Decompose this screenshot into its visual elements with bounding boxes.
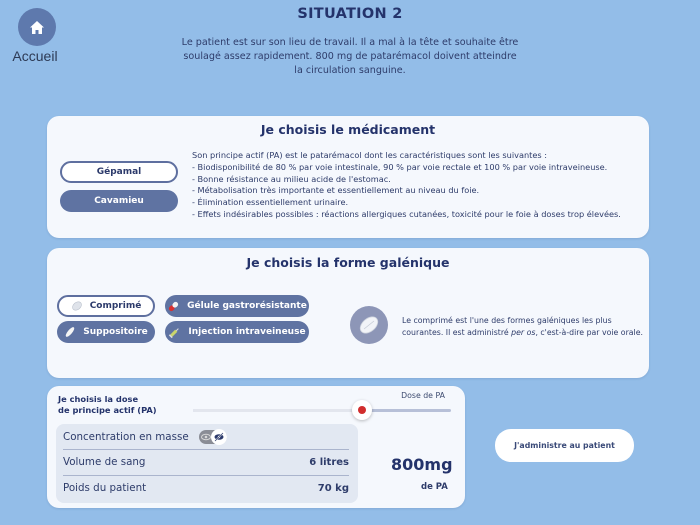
dose-slider-fill <box>193 409 363 412</box>
eye-slash-icon <box>213 431 225 443</box>
option-label: Injection intraveineuse <box>188 327 306 337</box>
description-line: - Bonne résistance au milieu acide de l'estomac. <box>192 173 391 184</box>
dose-value: 800mg <box>391 455 453 474</box>
medicament-option-gepamal[interactable] <box>60 161 178 183</box>
situation-intro: Le patient est sur son lieu de travail. Il a mal à la tête et souhaite être soulagé assez rapidement. 800 mg de patarémacol doivent atteindre la circulation sanguine. <box>181 37 519 76</box>
dose-label <box>58 394 157 416</box>
capsule-icon <box>167 300 180 313</box>
option-label: Suppositoire <box>83 327 148 337</box>
home-label[interactable]: Accueil <box>12 48 58 64</box>
medicament-option-cavamieu[interactable] <box>60 190 178 212</box>
dose-card <box>47 386 465 508</box>
description-line: - Métabolisation très importante et essentiellement au niveau du foie. <box>192 185 480 196</box>
forme-description <box>402 315 652 339</box>
row-label: Volume de sang <box>63 456 146 468</box>
slider-caption: Dose de PA <box>401 391 445 400</box>
description-line: - Biodisponibilité de 80 % par voie intestinale, 90 % par voie rectale et 100 % par voie intraveineuse. <box>192 161 608 172</box>
toggle-knob <box>211 429 227 445</box>
syringe-icon <box>168 326 181 339</box>
dose-unit: de PA <box>421 482 448 492</box>
row-label: Concentration en masse <box>63 431 189 443</box>
dose-label-line: de principe actif (PA) <box>58 405 157 415</box>
forme-option-comprime[interactable] <box>57 295 155 317</box>
slider-thumb-dot <box>358 406 366 414</box>
forme-option-suppositoire[interactable] <box>57 321 155 343</box>
forme-title: Je choisis la forme galénique <box>246 255 450 270</box>
selected-form-badge <box>350 306 388 344</box>
concentration-visibility-toggle[interactable] <box>199 430 227 444</box>
row-value: 6 litres <box>309 456 349 468</box>
option-label: Comprimé <box>89 301 142 311</box>
row-volume-sang <box>63 450 349 474</box>
row-value: 70 kg <box>317 482 349 494</box>
dose-slider-track[interactable] <box>193 409 451 412</box>
medicament-description <box>192 150 637 221</box>
forme-option-gelule[interactable] <box>165 295 309 317</box>
option-label: Gélule gastrorésistante <box>187 301 307 311</box>
description-italic: per os <box>511 328 536 337</box>
description-text: Le comprimé est l'une des formes galéniques les plus courantes. Il est administré <box>402 316 612 337</box>
row-poids-patient <box>63 476 349 500</box>
tablet-icon <box>71 300 83 312</box>
suppository-icon <box>64 326 76 338</box>
forme-card <box>47 248 649 378</box>
dose-label-line: Je choisis la dose <box>58 394 139 404</box>
description-line: - Élimination essentiellement urinaire. <box>192 197 349 208</box>
medicament-title: Je choisis le médicament <box>260 122 436 137</box>
description-intro: Son principe actif (PA) est le patarémacol dont les caractéristiques sont les suivantes : <box>192 150 548 160</box>
description-text: , c'est-à-dire par voie orale. <box>535 328 644 337</box>
medicament-card <box>47 116 649 238</box>
administer-label: J'administre au patient <box>514 441 615 450</box>
forme-option-injection[interactable] <box>165 321 309 343</box>
parameters-panel <box>56 424 358 503</box>
row-label: Poids du patient <box>63 482 147 494</box>
administer-button[interactable] <box>495 429 634 462</box>
option-label: Cavamieu <box>94 196 144 206</box>
description-line: - Effets indésirables possibles : réactions allergiques cutanées, toxicité pour le foie à doses trop élevées. <box>192 208 621 219</box>
page-title: SITUATION 2 <box>297 6 403 22</box>
tablet-icon <box>357 313 381 337</box>
dose-slider-thumb[interactable] <box>352 400 372 420</box>
option-label: Gépamal <box>96 167 142 177</box>
